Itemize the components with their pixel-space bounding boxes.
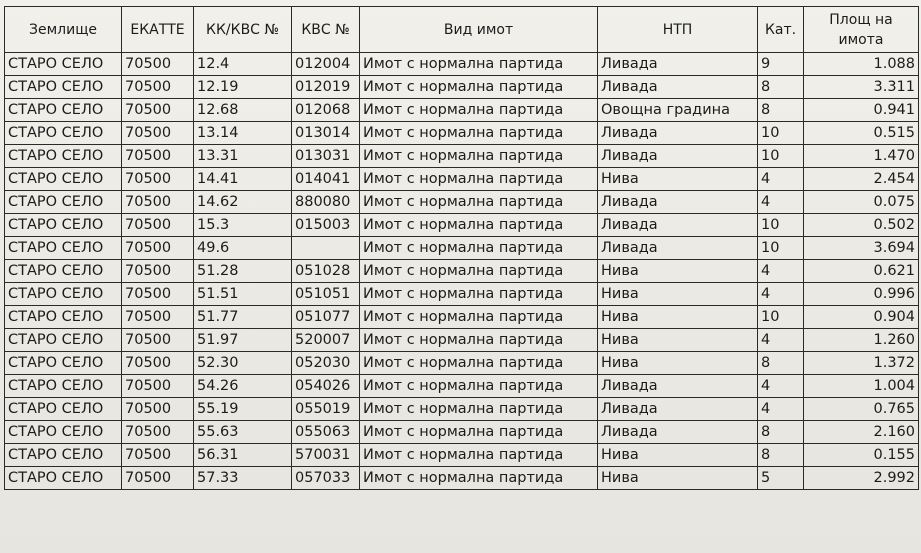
area-cell: 0.996 bbox=[804, 283, 919, 306]
table-row bbox=[5, 99, 919, 122]
property-type-cell: Имот с нормална партида bbox=[360, 76, 598, 99]
land-cell: СТАРО СЕЛО bbox=[5, 260, 122, 283]
kk-kvs-cell: 12.68 bbox=[194, 99, 292, 122]
area-cell: 0.515 bbox=[804, 122, 919, 145]
header-ntp: НТП bbox=[598, 7, 758, 53]
land-cell: СТАРО СЕЛО bbox=[5, 99, 122, 122]
kvs-cell: 014041 bbox=[292, 168, 360, 191]
ekatte-cell: 70500 bbox=[122, 122, 194, 145]
ekatte-cell: 70500 bbox=[122, 444, 194, 467]
property-type-cell: Имот с нормална партида bbox=[360, 352, 598, 375]
kvs-cell: 051077 bbox=[292, 306, 360, 329]
land-cell: СТАРО СЕЛО bbox=[5, 76, 122, 99]
ntp-cell: Нива bbox=[598, 168, 758, 191]
table-row bbox=[5, 444, 919, 467]
ntp-cell: Ливада bbox=[598, 53, 758, 76]
kvs-cell bbox=[292, 237, 360, 260]
kvs-cell: 012068 bbox=[292, 99, 360, 122]
table-row bbox=[5, 398, 919, 421]
area-cell: 2.454 bbox=[804, 168, 919, 191]
table-header-row bbox=[5, 7, 919, 53]
land-cell: СТАРО СЕЛО bbox=[5, 467, 122, 490]
ntp-cell: Овощна градина bbox=[598, 99, 758, 122]
table-row bbox=[5, 214, 919, 237]
property-type-cell: Имот с нормална партида bbox=[360, 237, 598, 260]
header-land: Землище bbox=[5, 7, 122, 53]
category-cell: 4 bbox=[758, 398, 804, 421]
land-cell: СТАРО СЕЛО bbox=[5, 398, 122, 421]
ntp-cell: Нива bbox=[598, 444, 758, 467]
property-type-cell: Имот с нормална партида bbox=[360, 122, 598, 145]
header-ekatte: ЕКАТТЕ bbox=[122, 7, 194, 53]
table-row bbox=[5, 237, 919, 260]
area-cell: 0.941 bbox=[804, 99, 919, 122]
area-cell: 0.621 bbox=[804, 260, 919, 283]
kvs-cell: 052030 bbox=[292, 352, 360, 375]
ekatte-cell: 70500 bbox=[122, 76, 194, 99]
area-cell: 0.765 bbox=[804, 398, 919, 421]
ekatte-cell: 70500 bbox=[122, 191, 194, 214]
kk-kvs-cell: 14.41 bbox=[194, 168, 292, 191]
property-type-cell: Имот с нормална партида bbox=[360, 421, 598, 444]
kvs-cell: 051051 bbox=[292, 283, 360, 306]
category-cell: 8 bbox=[758, 421, 804, 444]
ntp-cell: Ливада bbox=[598, 76, 758, 99]
kvs-cell: 013031 bbox=[292, 145, 360, 168]
category-cell: 5 bbox=[758, 467, 804, 490]
area-cell: 1.004 bbox=[804, 375, 919, 398]
category-cell: 8 bbox=[758, 352, 804, 375]
category-cell: 10 bbox=[758, 122, 804, 145]
header-type: Вид имот bbox=[360, 7, 598, 53]
land-cell: СТАРО СЕЛО bbox=[5, 53, 122, 76]
ekatte-cell: 70500 bbox=[122, 283, 194, 306]
ntp-cell: Нива bbox=[598, 467, 758, 490]
table-row bbox=[5, 191, 919, 214]
kvs-cell: 570031 bbox=[292, 444, 360, 467]
category-cell: 4 bbox=[758, 375, 804, 398]
kk-kvs-cell: 51.97 bbox=[194, 329, 292, 352]
property-type-cell: Имот с нормална партида bbox=[360, 99, 598, 122]
category-cell: 4 bbox=[758, 168, 804, 191]
ntp-cell: Ливада bbox=[598, 191, 758, 214]
table-row bbox=[5, 352, 919, 375]
property-type-cell: Имот с нормална партида bbox=[360, 375, 598, 398]
area-cell: 3.311 bbox=[804, 76, 919, 99]
kk-kvs-cell: 51.51 bbox=[194, 283, 292, 306]
property-type-cell: Имот с нормална партида bbox=[360, 53, 598, 76]
property-type-cell: Имот с нормална партида bbox=[360, 306, 598, 329]
area-cell: 1.260 bbox=[804, 329, 919, 352]
table-row bbox=[5, 260, 919, 283]
ekatte-cell: 70500 bbox=[122, 53, 194, 76]
area-cell: 1.088 bbox=[804, 53, 919, 76]
ekatte-cell: 70500 bbox=[122, 214, 194, 237]
ekatte-cell: 70500 bbox=[122, 260, 194, 283]
ntp-cell: Ливада bbox=[598, 421, 758, 444]
ntp-cell: Ливада bbox=[598, 145, 758, 168]
ekatte-cell: 70500 bbox=[122, 375, 194, 398]
kvs-cell: 051028 bbox=[292, 260, 360, 283]
land-cell: СТАРО СЕЛО bbox=[5, 237, 122, 260]
category-cell: 4 bbox=[758, 329, 804, 352]
kk-kvs-cell: 12.19 bbox=[194, 76, 292, 99]
area-cell: 3.694 bbox=[804, 237, 919, 260]
land-cell: СТАРО СЕЛО bbox=[5, 444, 122, 467]
ekatte-cell: 70500 bbox=[122, 398, 194, 421]
table-row bbox=[5, 306, 919, 329]
ekatte-cell: 70500 bbox=[122, 329, 194, 352]
ntp-cell: Нива bbox=[598, 329, 758, 352]
area-cell: 0.075 bbox=[804, 191, 919, 214]
ntp-cell: Ливада bbox=[598, 214, 758, 237]
land-cell: СТАРО СЕЛО bbox=[5, 375, 122, 398]
kk-kvs-cell: 55.63 bbox=[194, 421, 292, 444]
table-row bbox=[5, 76, 919, 99]
header-cat: Кат. bbox=[758, 7, 804, 53]
kvs-cell: 013014 bbox=[292, 122, 360, 145]
category-cell: 10 bbox=[758, 145, 804, 168]
category-cell: 9 bbox=[758, 53, 804, 76]
land-cell: СТАРО СЕЛО bbox=[5, 122, 122, 145]
property-type-cell: Имот с нормална партида bbox=[360, 329, 598, 352]
property-type-cell: Имот с нормална партида bbox=[360, 467, 598, 490]
property-type-cell: Имот с нормална партида bbox=[360, 145, 598, 168]
kk-kvs-cell: 51.28 bbox=[194, 260, 292, 283]
category-cell: 10 bbox=[758, 237, 804, 260]
kvs-cell: 012004 bbox=[292, 53, 360, 76]
property-type-cell: Имот с нормална партида bbox=[360, 191, 598, 214]
ntp-cell: Ливада bbox=[598, 375, 758, 398]
table-row bbox=[5, 329, 919, 352]
area-cell: 1.470 bbox=[804, 145, 919, 168]
ekatte-cell: 70500 bbox=[122, 421, 194, 444]
kvs-cell: 055019 bbox=[292, 398, 360, 421]
land-cell: СТАРО СЕЛО bbox=[5, 214, 122, 237]
land-cell: СТАРО СЕЛО bbox=[5, 306, 122, 329]
ekatte-cell: 70500 bbox=[122, 145, 194, 168]
ekatte-cell: 70500 bbox=[122, 237, 194, 260]
table-row bbox=[5, 53, 919, 76]
kk-kvs-cell: 49.6 bbox=[194, 237, 292, 260]
area-cell: 1.372 bbox=[804, 352, 919, 375]
kvs-cell: 012019 bbox=[292, 76, 360, 99]
ekatte-cell: 70500 bbox=[122, 168, 194, 191]
kk-kvs-cell: 15.3 bbox=[194, 214, 292, 237]
ntp-cell: Нива bbox=[598, 352, 758, 375]
kvs-cell: 880080 bbox=[292, 191, 360, 214]
table-row bbox=[5, 283, 919, 306]
land-cell: СТАРО СЕЛО bbox=[5, 191, 122, 214]
area-cell: 0.502 bbox=[804, 214, 919, 237]
table-row bbox=[5, 122, 919, 145]
table-row bbox=[5, 375, 919, 398]
land-cell: СТАРО СЕЛО bbox=[5, 421, 122, 444]
table-row bbox=[5, 421, 919, 444]
area-cell: 0.155 bbox=[804, 444, 919, 467]
property-type-cell: Имот с нормална партида bbox=[360, 398, 598, 421]
category-cell: 8 bbox=[758, 99, 804, 122]
kk-kvs-cell: 55.19 bbox=[194, 398, 292, 421]
ntp-cell: Нива bbox=[598, 260, 758, 283]
kk-kvs-cell: 13.14 bbox=[194, 122, 292, 145]
property-type-cell: Имот с нормална партида bbox=[360, 283, 598, 306]
ekatte-cell: 70500 bbox=[122, 99, 194, 122]
category-cell: 8 bbox=[758, 444, 804, 467]
category-cell: 8 bbox=[758, 76, 804, 99]
kk-kvs-cell: 14.62 bbox=[194, 191, 292, 214]
land-cell: СТАРО СЕЛО bbox=[5, 329, 122, 352]
property-type-cell: Имот с нормална партида bbox=[360, 214, 598, 237]
ntp-cell: Ливада bbox=[598, 237, 758, 260]
kk-kvs-cell: 56.31 bbox=[194, 444, 292, 467]
ntp-cell: Ливада bbox=[598, 398, 758, 421]
kk-kvs-cell: 51.77 bbox=[194, 306, 292, 329]
kk-kvs-cell: 57.33 bbox=[194, 467, 292, 490]
property-type-cell: Имот с нормална партида bbox=[360, 168, 598, 191]
ekatte-cell: 70500 bbox=[122, 352, 194, 375]
kvs-cell: 057033 bbox=[292, 467, 360, 490]
table-row bbox=[5, 145, 919, 168]
ntp-cell: Ливада bbox=[598, 122, 758, 145]
ekatte-cell: 70500 bbox=[122, 467, 194, 490]
kvs-cell: 015003 bbox=[292, 214, 360, 237]
kk-kvs-cell: 54.26 bbox=[194, 375, 292, 398]
area-cell: 2.992 bbox=[804, 467, 919, 490]
land-cell: СТАРО СЕЛО bbox=[5, 352, 122, 375]
land-cell: СТАРО СЕЛО bbox=[5, 283, 122, 306]
property-table bbox=[4, 6, 919, 490]
category-cell: 10 bbox=[758, 214, 804, 237]
kvs-cell: 055063 bbox=[292, 421, 360, 444]
table-row bbox=[5, 168, 919, 191]
kvs-cell: 520007 bbox=[292, 329, 360, 352]
land-cell: СТАРО СЕЛО bbox=[5, 168, 122, 191]
kvs-cell: 054026 bbox=[292, 375, 360, 398]
category-cell: 4 bbox=[758, 191, 804, 214]
property-type-cell: Имот с нормална партида bbox=[360, 260, 598, 283]
ekatte-cell: 70500 bbox=[122, 306, 194, 329]
kk-kvs-cell: 52.30 bbox=[194, 352, 292, 375]
kk-kvs-cell: 12.4 bbox=[194, 53, 292, 76]
header-kk-kvs: КК/КВС № bbox=[194, 7, 292, 53]
land-cell: СТАРО СЕЛО bbox=[5, 145, 122, 168]
header-kvs: КВС № bbox=[292, 7, 360, 53]
area-cell: 2.160 bbox=[804, 421, 919, 444]
category-cell: 4 bbox=[758, 283, 804, 306]
area-cell: 0.904 bbox=[804, 306, 919, 329]
ntp-cell: Нива bbox=[598, 306, 758, 329]
category-cell: 4 bbox=[758, 260, 804, 283]
table-row bbox=[5, 467, 919, 490]
property-type-cell: Имот с нормална партида bbox=[360, 444, 598, 467]
kk-kvs-cell: 13.31 bbox=[194, 145, 292, 168]
category-cell: 10 bbox=[758, 306, 804, 329]
ntp-cell: Нива bbox=[598, 283, 758, 306]
header-area: Площ на имота bbox=[804, 7, 919, 53]
